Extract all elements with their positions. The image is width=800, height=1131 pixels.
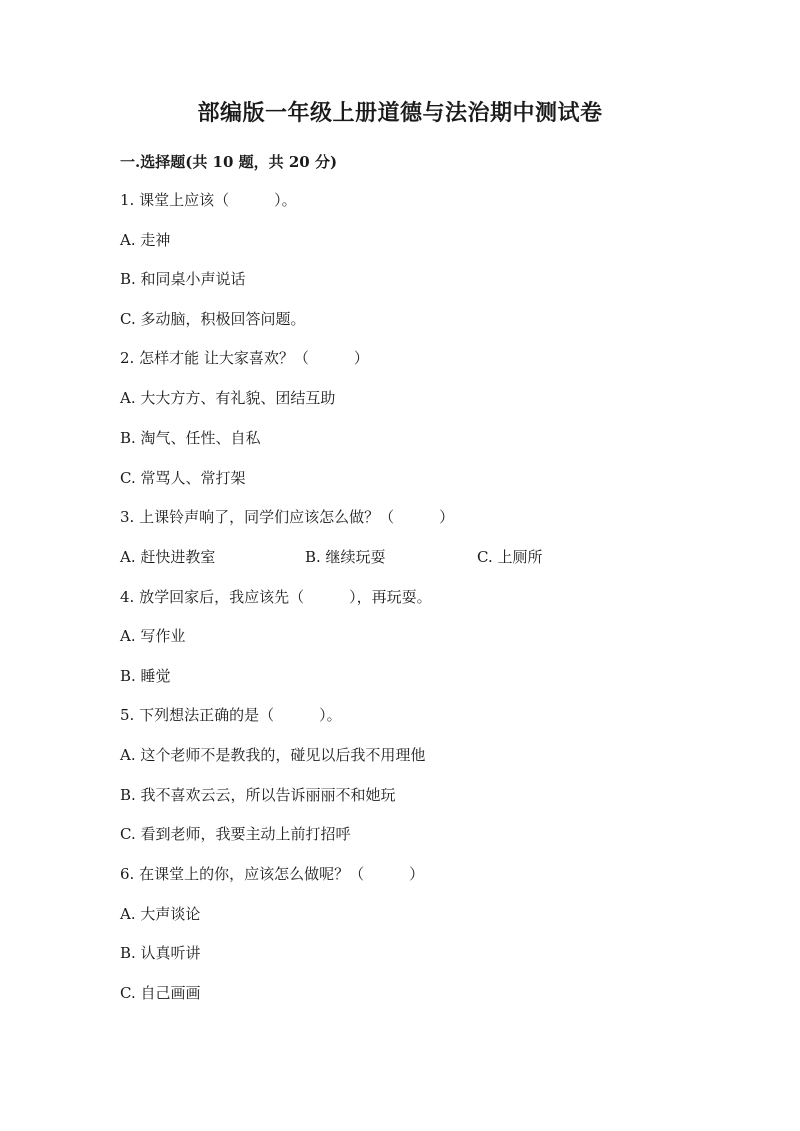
question-2-option-c: C. 常骂人、常打架 — [120, 469, 246, 487]
question-5-stem: 5. 下列想法正确的是（ ）。 — [120, 706, 342, 724]
question-3-stem: 3. 上课铃声响了，同学们应该怎么做？（ ） — [120, 508, 455, 526]
question-3-option-b: B. 继续玩耍 — [305, 548, 386, 566]
question-4-option-b: B. 睡觉 — [120, 667, 171, 685]
question-6-stem: 6. 在课堂上的你，应该怎么做呢？（ ） — [120, 865, 425, 883]
question-5-option-a: A. 这个老师不是教我的，碰见以后我不用理他 — [120, 746, 426, 764]
question-4-stem: 4. 放学回家后，我应该先（ ），再玩耍。 — [120, 588, 432, 606]
question-5-option-b: B. 我不喜欢云云，所以告诉丽丽不和她玩 — [120, 786, 396, 804]
question-5-option-c: C. 看到老师，我要主动上前打招呼 — [120, 825, 351, 843]
question-1-option-b: B. 和同桌小声说话 — [120, 270, 246, 288]
question-4-option-a: A. 写作业 — [120, 627, 186, 645]
question-2-stem: 2. 怎样才能 让大家喜欢？（ ） — [120, 349, 369, 367]
question-6-option-a: A. 大声谈论 — [120, 905, 201, 923]
question-6-option-b: B. 认真听讲 — [120, 944, 201, 962]
question-1-stem: 1. 课堂上应该（ ）。 — [120, 191, 297, 209]
question-3-option-c: C. 上厕所 — [477, 548, 543, 566]
question-2-option-b: B. 淘气、任性、自私 — [120, 429, 261, 447]
question-2-option-a: A. 大大方方、有礼貌、团结互助 — [120, 389, 336, 407]
question-6-option-c: C. 自己画画 — [120, 984, 201, 1002]
page-title: 部编版一年级上册道德与法治期中测试卷 — [197, 100, 603, 126]
question-1-option-c: C. 多动脑，积极回答问题。 — [120, 310, 306, 328]
question-1-option-a: A. 走神 — [120, 231, 171, 249]
section-heading: 一.选择题(共 10 题，共 20 分) — [120, 153, 338, 171]
question-3-option-a: A. 赶快进教室 — [120, 548, 216, 566]
